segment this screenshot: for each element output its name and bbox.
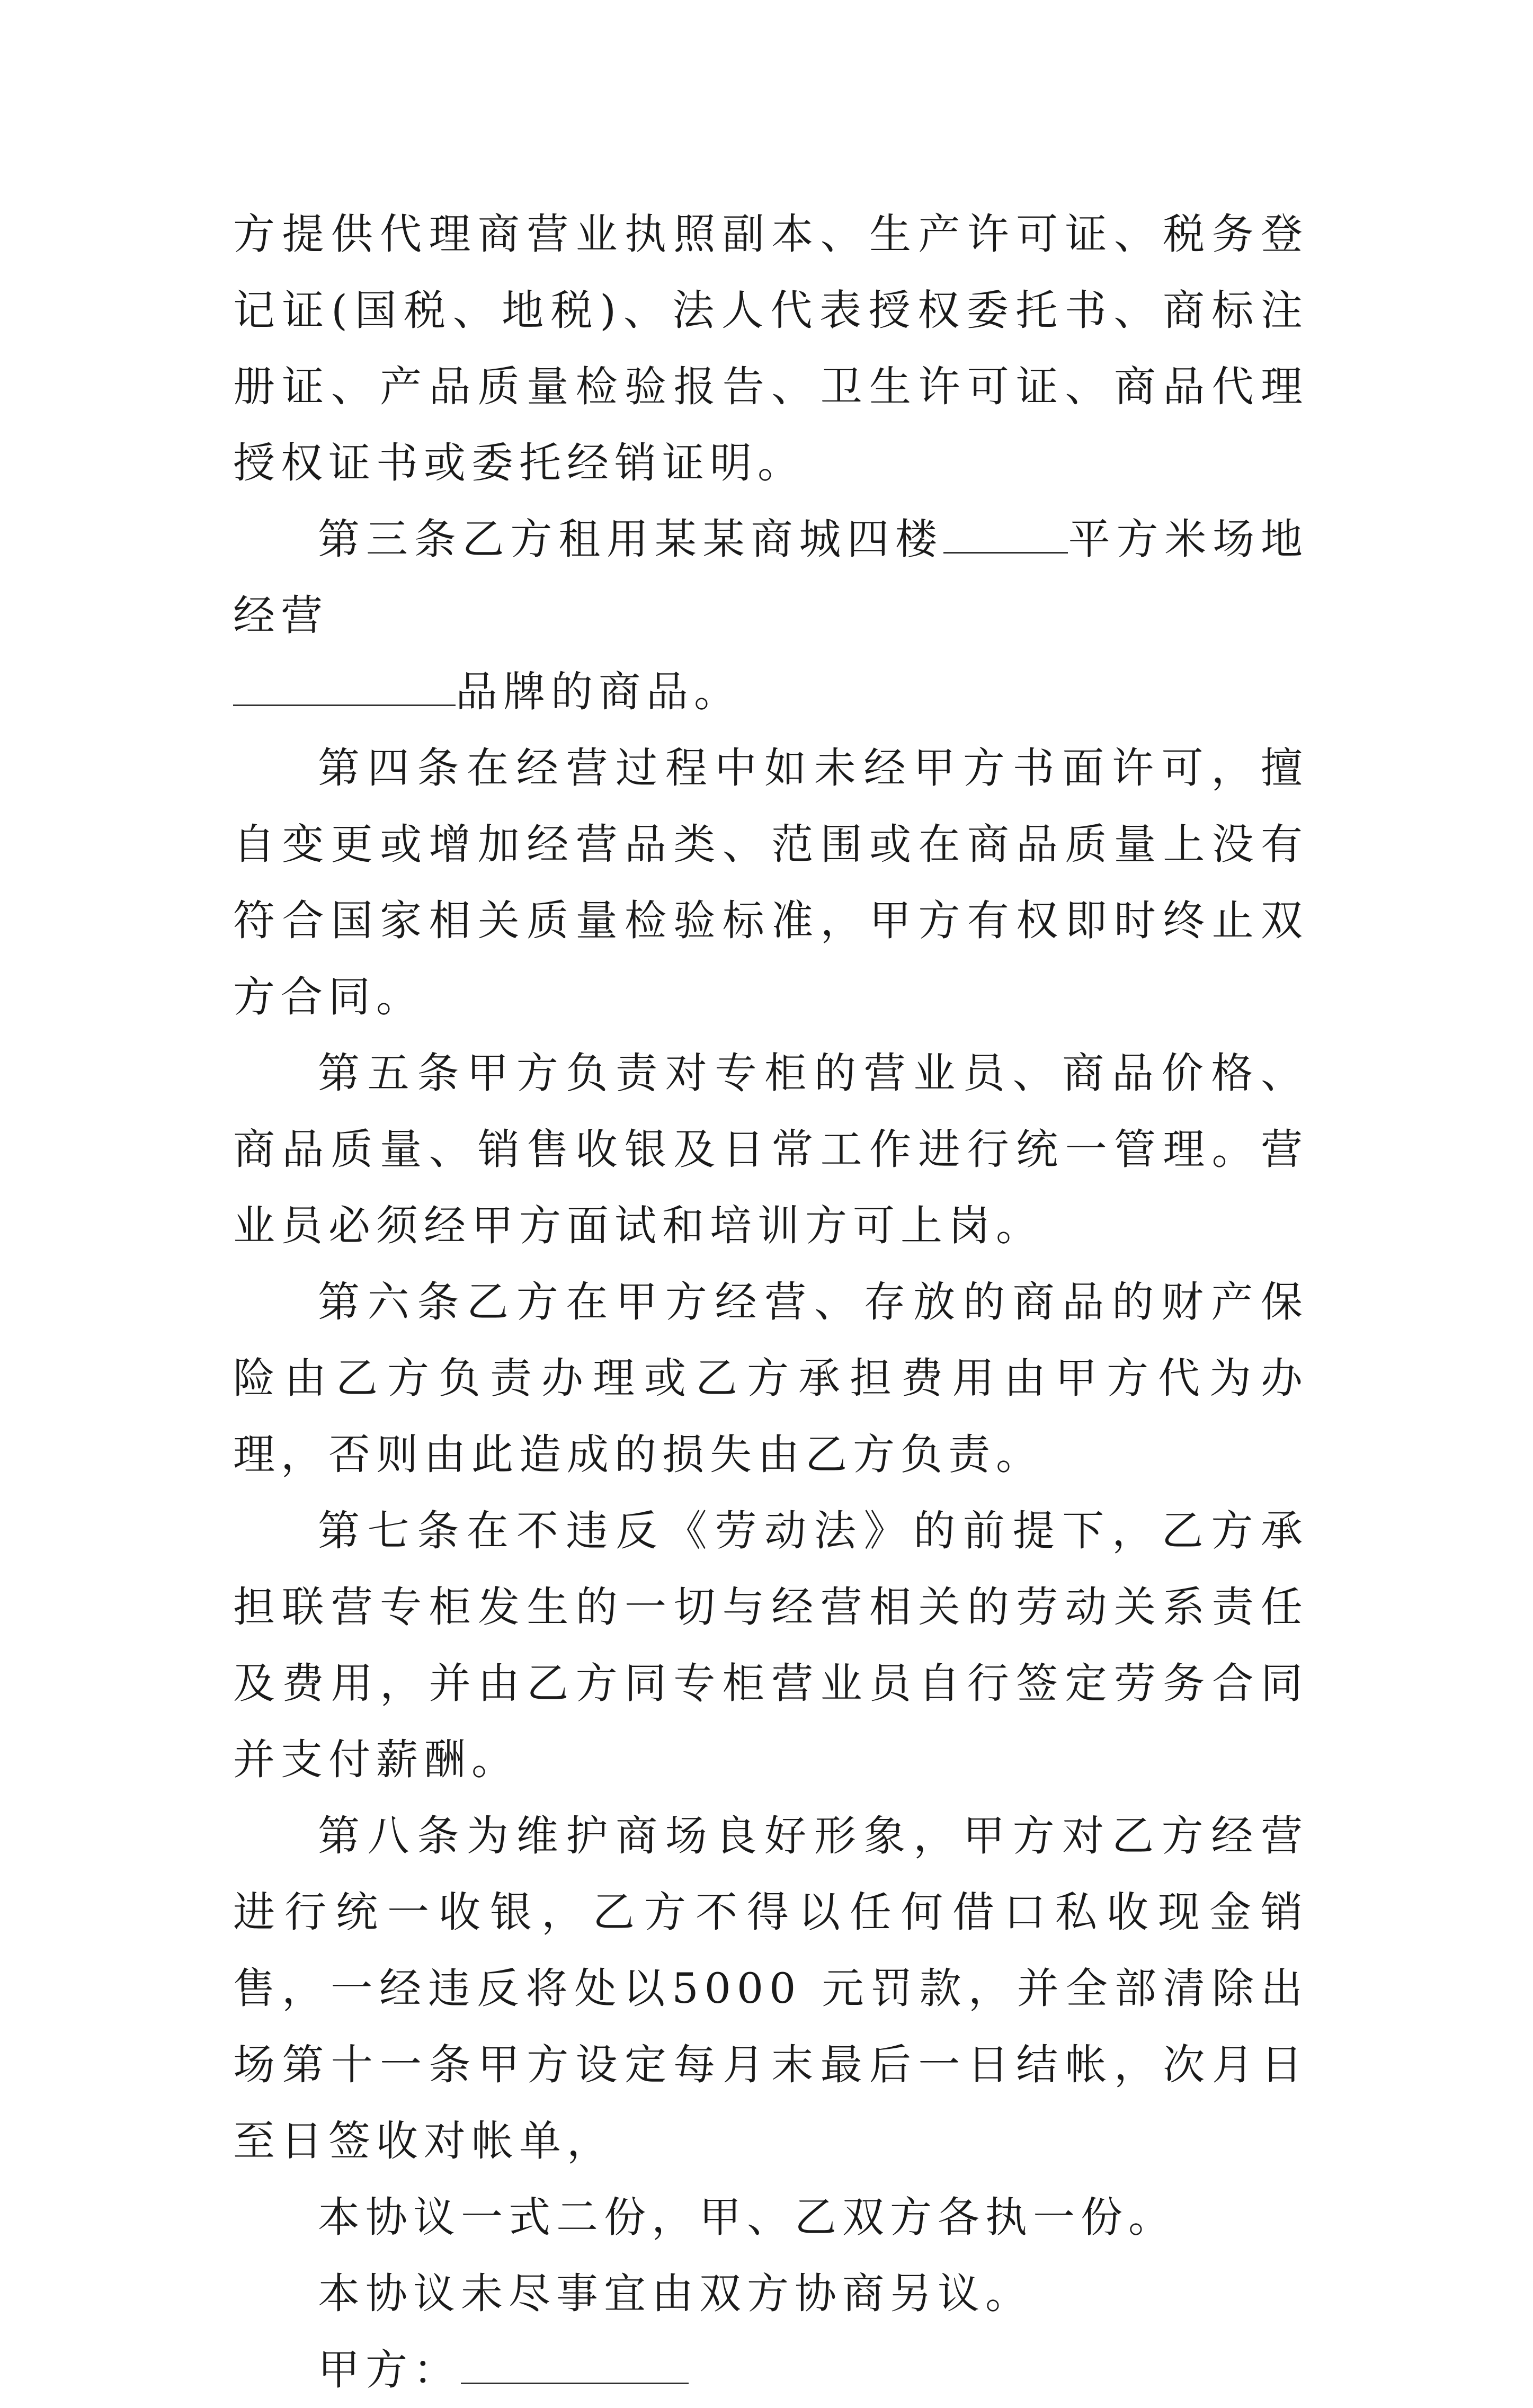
- paragraph-article-3: [233, 501, 1308, 730]
- paragraph-copies: 本协议一式二份，甲、乙双方各执一份。: [318, 2193, 1176, 2242]
- paragraph-article-6: 第六条乙方在甲方经营、存放的商品的财产保险由乙方负责办理或乙方承担费用由甲方代为办理，否则由此造成的损失由乙方负责。: [233, 1278, 1308, 1479]
- paragraph-article-4: 第四条在经营过程中如未经甲方书面许可，擅自变更或增加经营品类、范围或在商品质量上没有符合国家相关质量检验标准，甲方有权即时终止双方合同。: [233, 744, 1308, 1021]
- article-3-text-c: 品牌的商品。: [456, 667, 742, 716]
- paragraph-article-5: 第五条甲方负责对专柜的营业员、商品价格、商品质量、销售收银及日常工作进行统一管理。营业员必须经甲方面试和培训方可上岗。: [233, 1049, 1308, 1250]
- brand-blank-line: [233, 664, 456, 706]
- party-a-label: 甲方：: [318, 2345, 461, 2394]
- article-3-text-a: 第三条乙方租用某某商城四楼: [318, 515, 943, 564]
- area-blank-line: [943, 512, 1068, 554]
- article-3-text-b: 平方米场地经营: [233, 515, 1309, 640]
- paragraph-article-8: 第八条为维护商场良好形象，甲方对乙方经营进行统一收银，乙方不得以任何借口私收现金销售，一经违反将处以5000 元罚款，并全部清除出场第十一条甲方设定每月末最后一日结帐，次月日至日签收对帐单，: [233, 1812, 1308, 2165]
- paragraph-continuation: 方提供代理商营业执照副本、生产许可证、税务登记证(国税、地税)、法人代表授权委托书、商标注册证、产品质量检验报告、卫生许可证、商品代理授权证书或委托经销证明。: [233, 210, 1308, 487]
- paragraph-article-7: 第七条在不违反《劳动法》的前提下，乙方承担联营专柜发生的一切与经营相关的劳动关系责任及费用，并由乙方同专柜营业员自行签定劳务合同并支付薪酬。: [233, 1506, 1308, 1784]
- party-a-blank-line: [461, 2342, 689, 2384]
- document-body: [233, 196, 1308, 2408]
- paragraph-unresolved-matters: 本协议未尽事宜由双方协商另议。: [318, 2269, 1033, 2318]
- party-a-signature-line: [233, 2332, 1308, 2408]
